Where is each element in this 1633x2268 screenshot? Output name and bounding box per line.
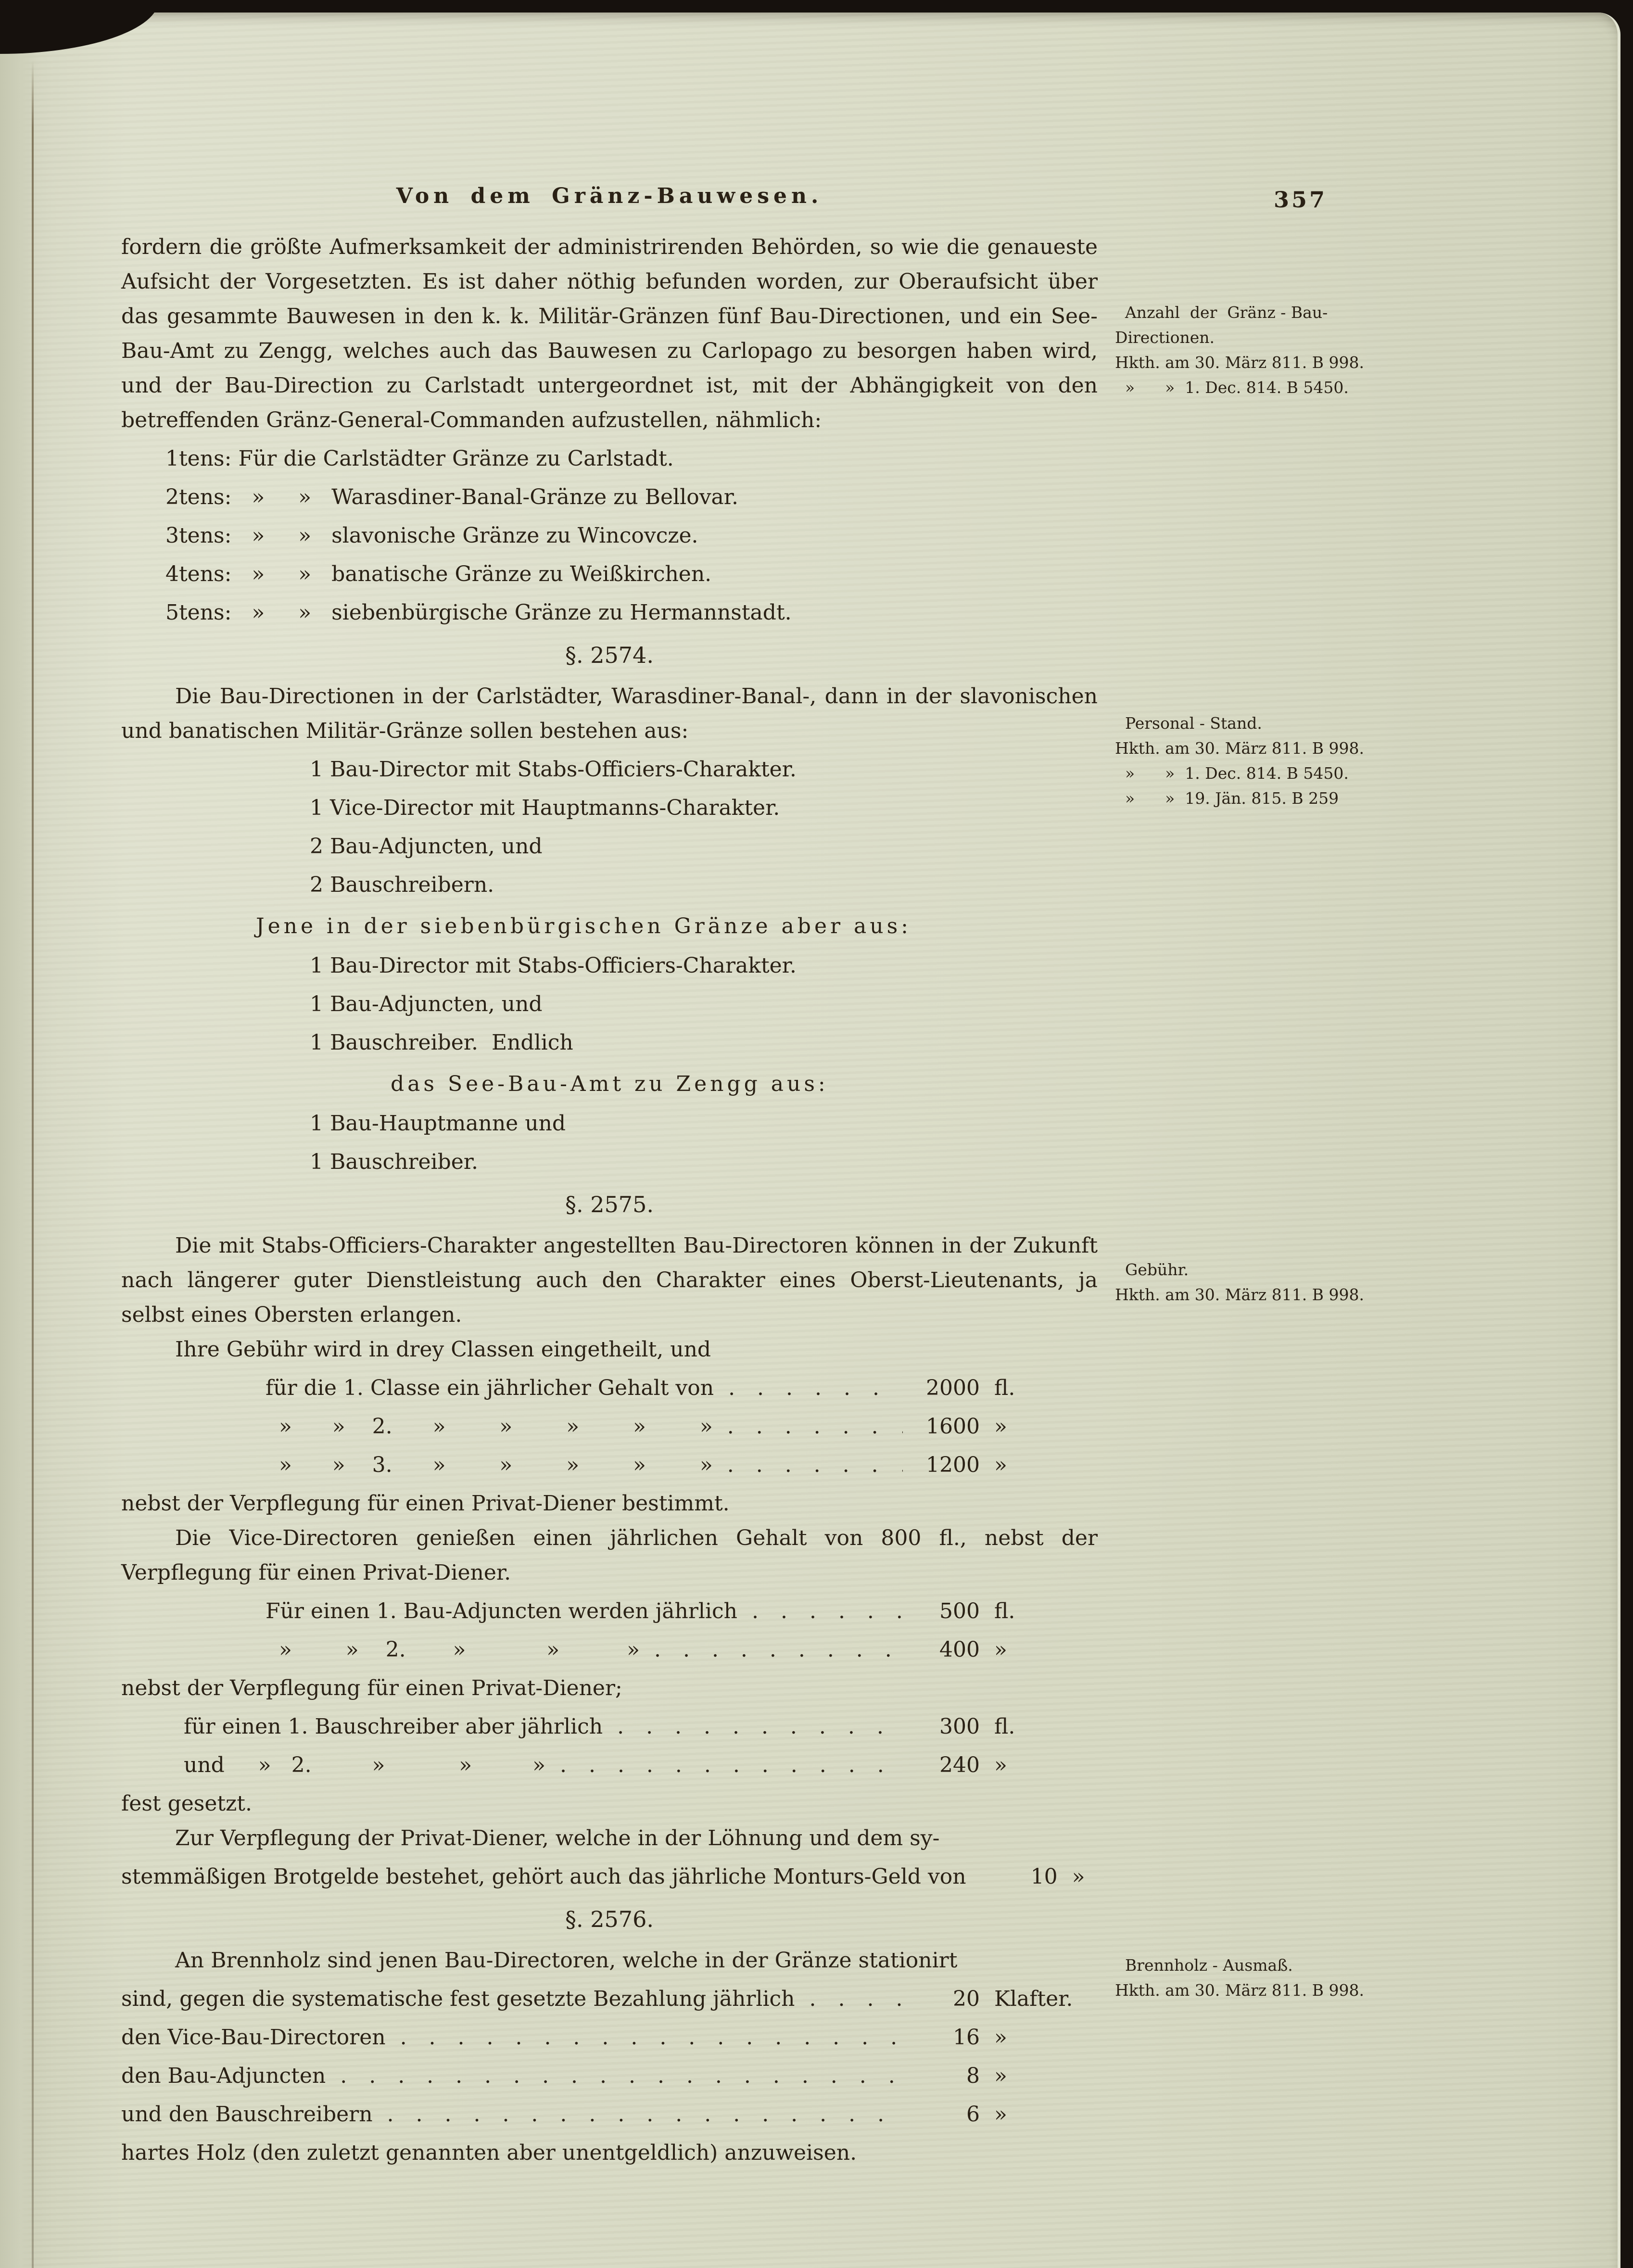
- dotted-leader: [654, 1633, 903, 1667]
- amount-unit: fl.: [994, 1599, 1015, 1623]
- margin-note-line: Hkth. am 30. März 811. B 998.: [1115, 1981, 1364, 2000]
- amount-value: 240: [939, 1753, 980, 1777]
- paragraph: fest gesetzt.: [121, 1791, 252, 1816]
- dotted-leader: [617, 1710, 903, 1744]
- margin-note: [1115, 1953, 1432, 2003]
- amount-line: [121, 1982, 1098, 2016]
- margin-note: [1115, 711, 1432, 811]
- page-gutter-fold-line: [32, 61, 34, 2268]
- amount-line: [121, 1710, 1098, 1744]
- list-line: 1 Vice-Director mit Hauptmanns-Charakter.: [310, 796, 780, 820]
- list-line: 3tens: » » slavonische Gränze zu Wincovcze.: [165, 523, 698, 548]
- amount-value: 16: [953, 2025, 980, 2050]
- list-line: 1 Bau-Adjuncten, und: [310, 992, 543, 1016]
- dotted-leader: [728, 1371, 903, 1406]
- amount-label: sind, gegen die systematische fest gesetzte Bezahlung jährlich: [121, 1987, 795, 2011]
- amount-label: und den Bauschreibern: [121, 2102, 373, 2127]
- margin-note-line: Personal - Stand.: [1115, 714, 1262, 733]
- amount-label: stemmäßigen Brotgelde bestehet, gehört auch das jährliche Monturs-Geld von: [121, 1864, 966, 1889]
- margin-note-line: Hkth. am 30. März 811. B 998.: [1115, 353, 1364, 372]
- amount-unit: »: [994, 2025, 1007, 2050]
- paragraph: Die Vice-Directoren genießen einen jährlichen Gehalt von 800 fl., nebst der Verpflegung für einen Privat-Diener.: [121, 1526, 1098, 1585]
- dotted-leader: [387, 2097, 903, 2132]
- page-number: 357: [1274, 187, 1328, 213]
- amount-unit: »: [994, 1637, 1007, 1662]
- amount-label: für die 1. Classe ein jährlicher Gehalt von: [266, 1376, 714, 1400]
- amount-label: » » 3. » » » » »: [266, 1453, 713, 1477]
- amount-unit: fl.: [994, 1714, 1015, 1739]
- body-text-column: [121, 230, 1098, 2170]
- amount-unit: fl.: [994, 1376, 1015, 1400]
- margin-note-line: Gebühr.: [1115, 1260, 1189, 1279]
- margin-note: [1115, 300, 1432, 400]
- amount-line: [121, 2059, 1098, 2093]
- margin-note-line: Brennholz - Ausmaß.: [1115, 1956, 1293, 1975]
- amount-line: [121, 1409, 1098, 1444]
- amount-label: für einen 1. Bauschreiber aber jährlich: [184, 1714, 603, 1739]
- list-line: 2 Bauschreibern.: [310, 873, 494, 897]
- amount-line: [121, 1448, 1098, 1482]
- dotted-leader: [727, 1448, 903, 1482]
- margin-note-line: Hkth. am 30. März 811. B 998.: [1115, 1285, 1364, 1304]
- dotted-leader: [400, 2020, 903, 2055]
- list-line: 1 Bauschreiber. Endlich: [310, 1030, 573, 1055]
- list-line: 2 Bau-Adjuncten, und: [310, 834, 543, 859]
- section-heading: §. 2575.: [565, 1191, 654, 1217]
- amount-unit: Klafter.: [994, 1987, 1073, 2011]
- amount-line: [121, 1860, 1098, 1894]
- list-line: 2tens: » » Warasdiner-Banal-Gränze zu Bellovar.: [165, 485, 738, 509]
- amount-value: 6: [966, 2102, 980, 2127]
- amount-line: [121, 1594, 1098, 1629]
- amount-value: 400: [939, 1637, 980, 1662]
- dotted-leader: [340, 2059, 903, 2093]
- amount-value: 10: [1030, 1864, 1058, 1889]
- amount-value: 500: [939, 1599, 980, 1623]
- list-line: 1 Bau-Hauptmanne und: [310, 1111, 566, 1136]
- dotted-leader: [752, 1594, 903, 1629]
- paragraph: Die Bau-Directionen in der Carlstädter, Warasdiner-Banal-, dann in der slavonischen und banatischen Militär-Gränze sollen bestehen aus:: [121, 684, 1098, 743]
- amount-value: 2000: [926, 1376, 980, 1400]
- paragraph: fordern die größte Aufmerksamkeit der administrirenden Behörden, so wie die genaueste Aufsicht der Vorgesetzten. Es ist daher nöthig befunden worden, zur Oberaufsicht über das gesammte Bauwesen in den k. k. Militär-Gränzen fünf Bau-Directionen, und ein See-Bau-Amt zu Zengg, welches auch das Bauwesen zu Carlopago zu besorgen haben wird, und der Bau-Direction zu Carlstadt untergeordnet ist, mit der Abhängigkeit von den betreffenden Gränz-General-Commanden aufzustellen, nähmlich:: [121, 235, 1098, 432]
- amount-line: [121, 2020, 1098, 2055]
- amount-unit: »: [994, 2102, 1007, 2127]
- amount-unit: »: [994, 2064, 1007, 2088]
- amount-label: » » 2. » » »: [266, 1637, 640, 1662]
- paragraph: An Brennholz sind jenen Bau-Directoren, welche in der Gränze stationirt: [175, 1948, 958, 1973]
- paragraph: Zur Verpflegung der Privat-Diener, welche in der Löhnung und dem sy-: [175, 1826, 940, 1850]
- paragraph: Die mit Stabs-Officiers-Charakter angestellten Bau-Directoren können in der Zukunft nach längerer guter Dienstleistung auch den Charakter eines Oberst-Lieutenants, ja selbst eines Obersten erlangen.: [121, 1233, 1098, 1327]
- amount-label: Für einen 1. Bau-Adjuncten werden jährlich: [266, 1599, 738, 1623]
- list-line: 1 Bau-Director mit Stabs-Officiers-Charakter.: [310, 757, 797, 782]
- amount-unit: »: [994, 1453, 1007, 1477]
- amount-label: und » 2. » » »: [184, 1753, 545, 1777]
- margin-note-line: » » 1. Dec. 814. B 5450.: [1115, 378, 1349, 397]
- list-line: 4tens: » » banatische Gränze zu Weißkirchen.: [165, 562, 712, 586]
- margin-note-line: Directionen.: [1115, 328, 1215, 347]
- amount-value: 300: [939, 1714, 980, 1739]
- paragraph: Ihre Gebühr wird in drey Classen eingetheilt, und: [175, 1337, 711, 1362]
- subheading: das See-Bau-Amt zu Zengg aus:: [391, 1072, 829, 1096]
- amount-line: [121, 1633, 1098, 1667]
- amount-unit: »: [1072, 1864, 1085, 1889]
- amount-line: [121, 1371, 1098, 1406]
- amount-label: den Vice-Bau-Directoren: [121, 2025, 386, 2050]
- paragraph: hartes Holz (den zuletzt genannten aber unentgeldlich) anzuweisen.: [121, 2141, 857, 2165]
- amount-value: 20: [953, 1987, 980, 2011]
- dotted-leader: [727, 1409, 903, 1444]
- margin-note-line: » » 19. Jän. 815. B 259: [1115, 789, 1339, 808]
- amount-value: 8: [966, 2064, 980, 2088]
- amount-label: den Bau-Adjuncten: [121, 2064, 326, 2088]
- dotted-leader: [560, 1748, 903, 1783]
- running-title: Von dem Gränz-Bauwesen.: [396, 184, 823, 208]
- margin-note: [1115, 1257, 1432, 1307]
- margin-note-line: Hkth. am 30. März 811. B 998.: [1115, 739, 1364, 758]
- list-line: 5tens: » » siebenbürgische Gränze zu Hermannstadt.: [165, 600, 792, 625]
- book-page: [0, 13, 1620, 2268]
- amount-line: [121, 2097, 1098, 2132]
- list-line: 1tens: Für die Carlstädter Gränze zu Carlstadt.: [165, 446, 674, 471]
- amount-value: 1600: [926, 1414, 980, 1439]
- list-line: 1 Bau-Director mit Stabs-Officiers-Charakter.: [310, 953, 797, 978]
- section-heading: §. 2576.: [565, 1906, 654, 1932]
- margin-note-line: Anzahl der Gränz - Bau-: [1115, 303, 1328, 322]
- amount-value: 1200: [926, 1453, 980, 1477]
- section-heading: §. 2574.: [565, 642, 654, 668]
- paragraph: nebst der Verpflegung für einen Privat-Diener bestimmt.: [121, 1491, 730, 1516]
- subheading: Jene in der siebenbürgischen Gränze aber aus:: [256, 914, 911, 938]
- amount-label: » » 2. » » » » »: [266, 1414, 713, 1439]
- margin-note-line: » » 1. Dec. 814. B 5450.: [1115, 764, 1349, 783]
- list-line: 1 Bauschreiber.: [310, 1150, 478, 1174]
- amount-unit: »: [994, 1753, 1007, 1777]
- amount-line: [121, 1748, 1098, 1783]
- paragraph: nebst der Verpflegung für einen Privat-Diener;: [121, 1676, 622, 1700]
- amount-unit: »: [994, 1414, 1007, 1439]
- dotted-leader: [810, 1982, 903, 2016]
